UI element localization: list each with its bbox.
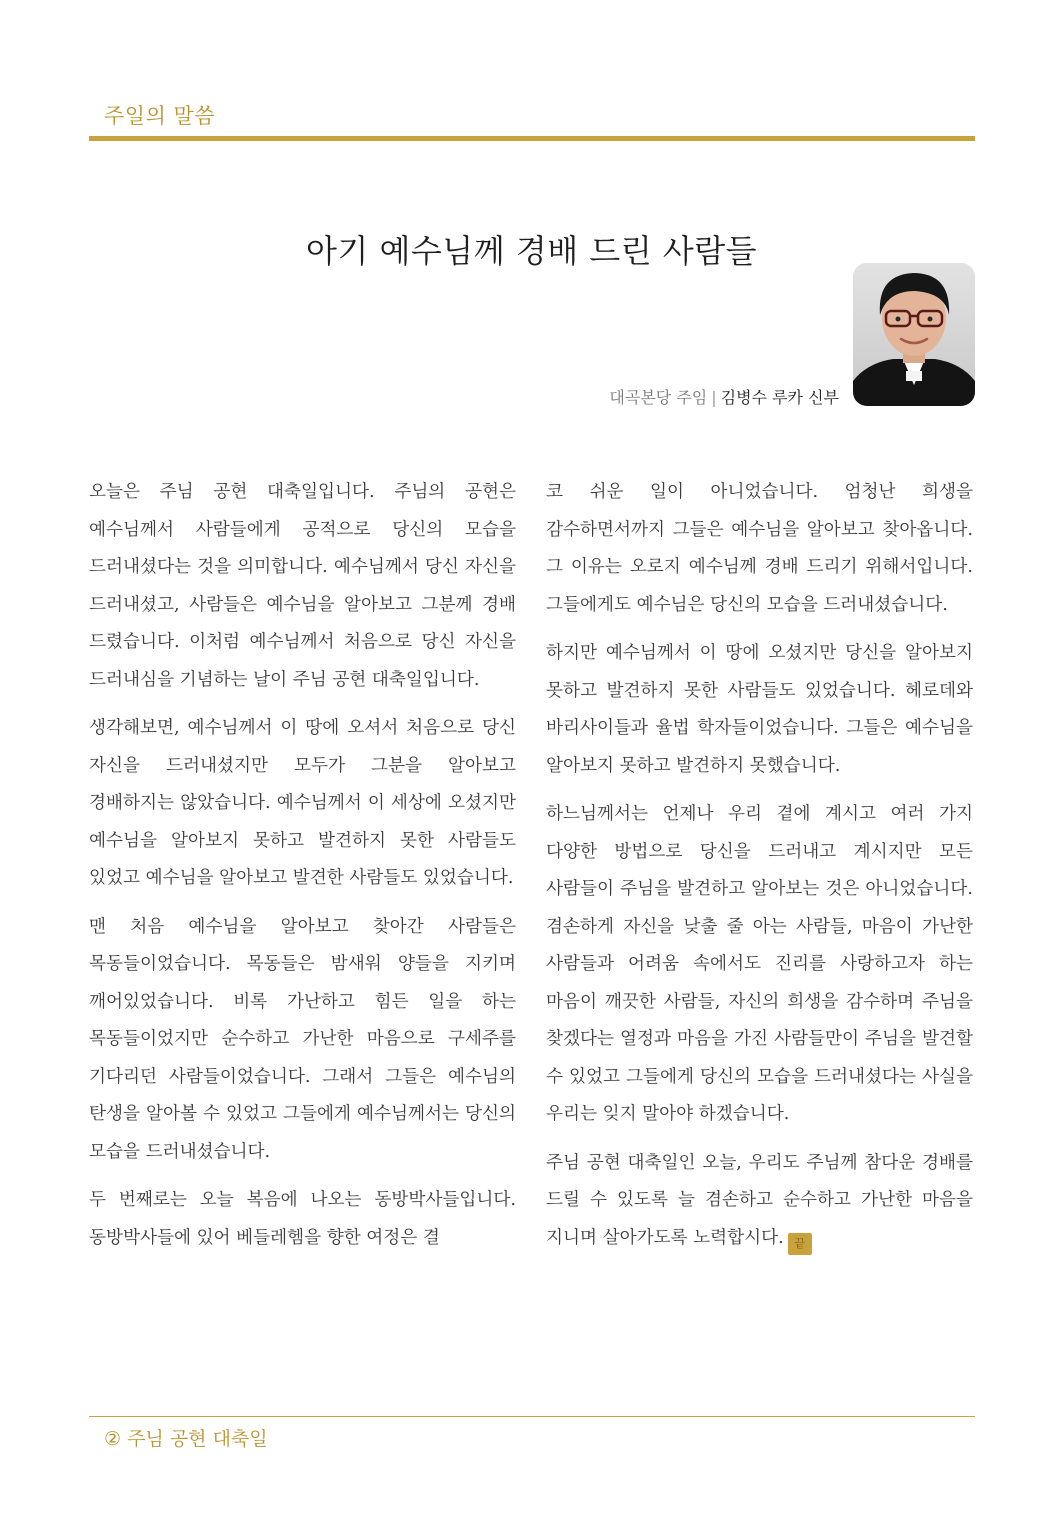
- paragraph: 맨 처음 예수님을 알아보고 찾아간 사람들은 목동들이었습니다. 목동들은 밤새워 양들을 지키며 깨어있었습니다. 비록 가난하고 힘든 일을 하는 목동들이었지만 순수하고 가난한 마음으로 구세주를 기다리던 사람들이었습니다. 그래서 그들은 예수님의 탄생을 알아볼 수 있었고 그들에게 예수님께서는 당신의 모습을 드러내셨습니다.: [89, 916, 516, 1162]
- left-column: [89, 474, 516, 1268]
- end-mark-icon: 끝: [788, 1233, 812, 1255]
- paragraph: 하느님께서는 언제나 우리 곁에 계시고 여러 가지 다양한 방법으로 당신을 드러내고 계시지만 모든 사람들이 주님을 발견하고 알아보는 것은 아니었습니다. 겸손하게 자신을 낮출 줄 아는 사람들, 마음이 가난한 사람들과 어려움 속에서도 진리를 사랑하고자 하는 마음이 깨끗한 사람들, 자신의 희생을 감수하며 주님을 찾겠다는 열정과 마음을 가진 사람들만이 주님을 발견할 수 있었고 그들에게 당신의 모습을 드러내셨다는 사실을 우리는 잊지 말아야 하겠습니다.: [546, 804, 973, 1124]
- right-column: [546, 474, 973, 1268]
- bottom-divider: [89, 1416, 975, 1417]
- article-title: 아기 예수님께 경배 드린 사람들: [305, 232, 758, 270]
- priest-portrait-icon: [853, 263, 975, 406]
- section-label: 주일의 말씀: [104, 104, 216, 128]
- paragraph: 하지만 예수님께서 이 땅에 오셨지만 당신을 알아보지 못하고 발견하지 못한 사람들도 있었습니다. 헤로데와 바리사이들과 율법 학자들이었습니다. 그들은 예수님을 알아보지 못하고 발견하지 못했습니다.: [546, 643, 973, 776]
- top-divider: [89, 136, 975, 141]
- paragraph-final: [546, 1145, 973, 1258]
- byline-affiliation: 대곡본당 주임: [609, 388, 708, 407]
- paragraph: 생각해보면, 예수님께서 이 땅에 오셔서 처음으로 당신 자신을 드러내셨지만 모두가 그분을 알아보고 경배하지는 않았습니다. 예수님께서 이 세상에 오셨지만 예수님을 알아보지 못하고 발견하지 못한 사람들도 있었고 예수님을 알아보고 발견한 사람들도 있었습니다.: [89, 718, 516, 888]
- paragraph: 두 번째로는 오늘 복음에 나오는 동방박사들입니다. 동방박사들에 있어 베들레헴을 향한 여정은 결: [89, 1190, 516, 1248]
- paragraph-text: 주님 공현 대축일인 오늘, 우리도 주님께 참다운 경배를 드릴 수 있도록 늘 겸손하고 순수하고 가난한 마음을 지니며 살아가도록 노력합시다.: [546, 1152, 973, 1248]
- page-footer: ② 주님 공현 대축일: [104, 1428, 268, 1450]
- paragraph: 오늘은 주님 공현 대축일입니다. 주님의 공현은 예수님께서 사람들에게 공적으로 당신의 모습을 드러내셨다는 것을 의미합니다. 예수님께서 당신 자신을 드러내셨고, 사람들은 예수님을 알아보고 그분께 경배 드렸습니다. 이처럼 예수님께서 처음으로 당신 자신을 드러내심을 기념하는 날이 주님 공현 대축일입니다.: [89, 482, 516, 690]
- author-portrait: [853, 263, 975, 406]
- byline-separator: |: [711, 388, 717, 407]
- byline-author: 김병수 루카 신부: [720, 388, 839, 407]
- paragraph: 코 쉬운 일이 아니었습니다. 엄청난 희생을 감수하면서까지 그들은 예수님을 알아보고 찾아옵니다. 그 이유는 오로지 예수님께 경배 드리기 위해서입니다. 그들에게도 예수님은 당신의 모습을 드러내셨습니다.: [546, 482, 973, 615]
- byline: [609, 385, 839, 408]
